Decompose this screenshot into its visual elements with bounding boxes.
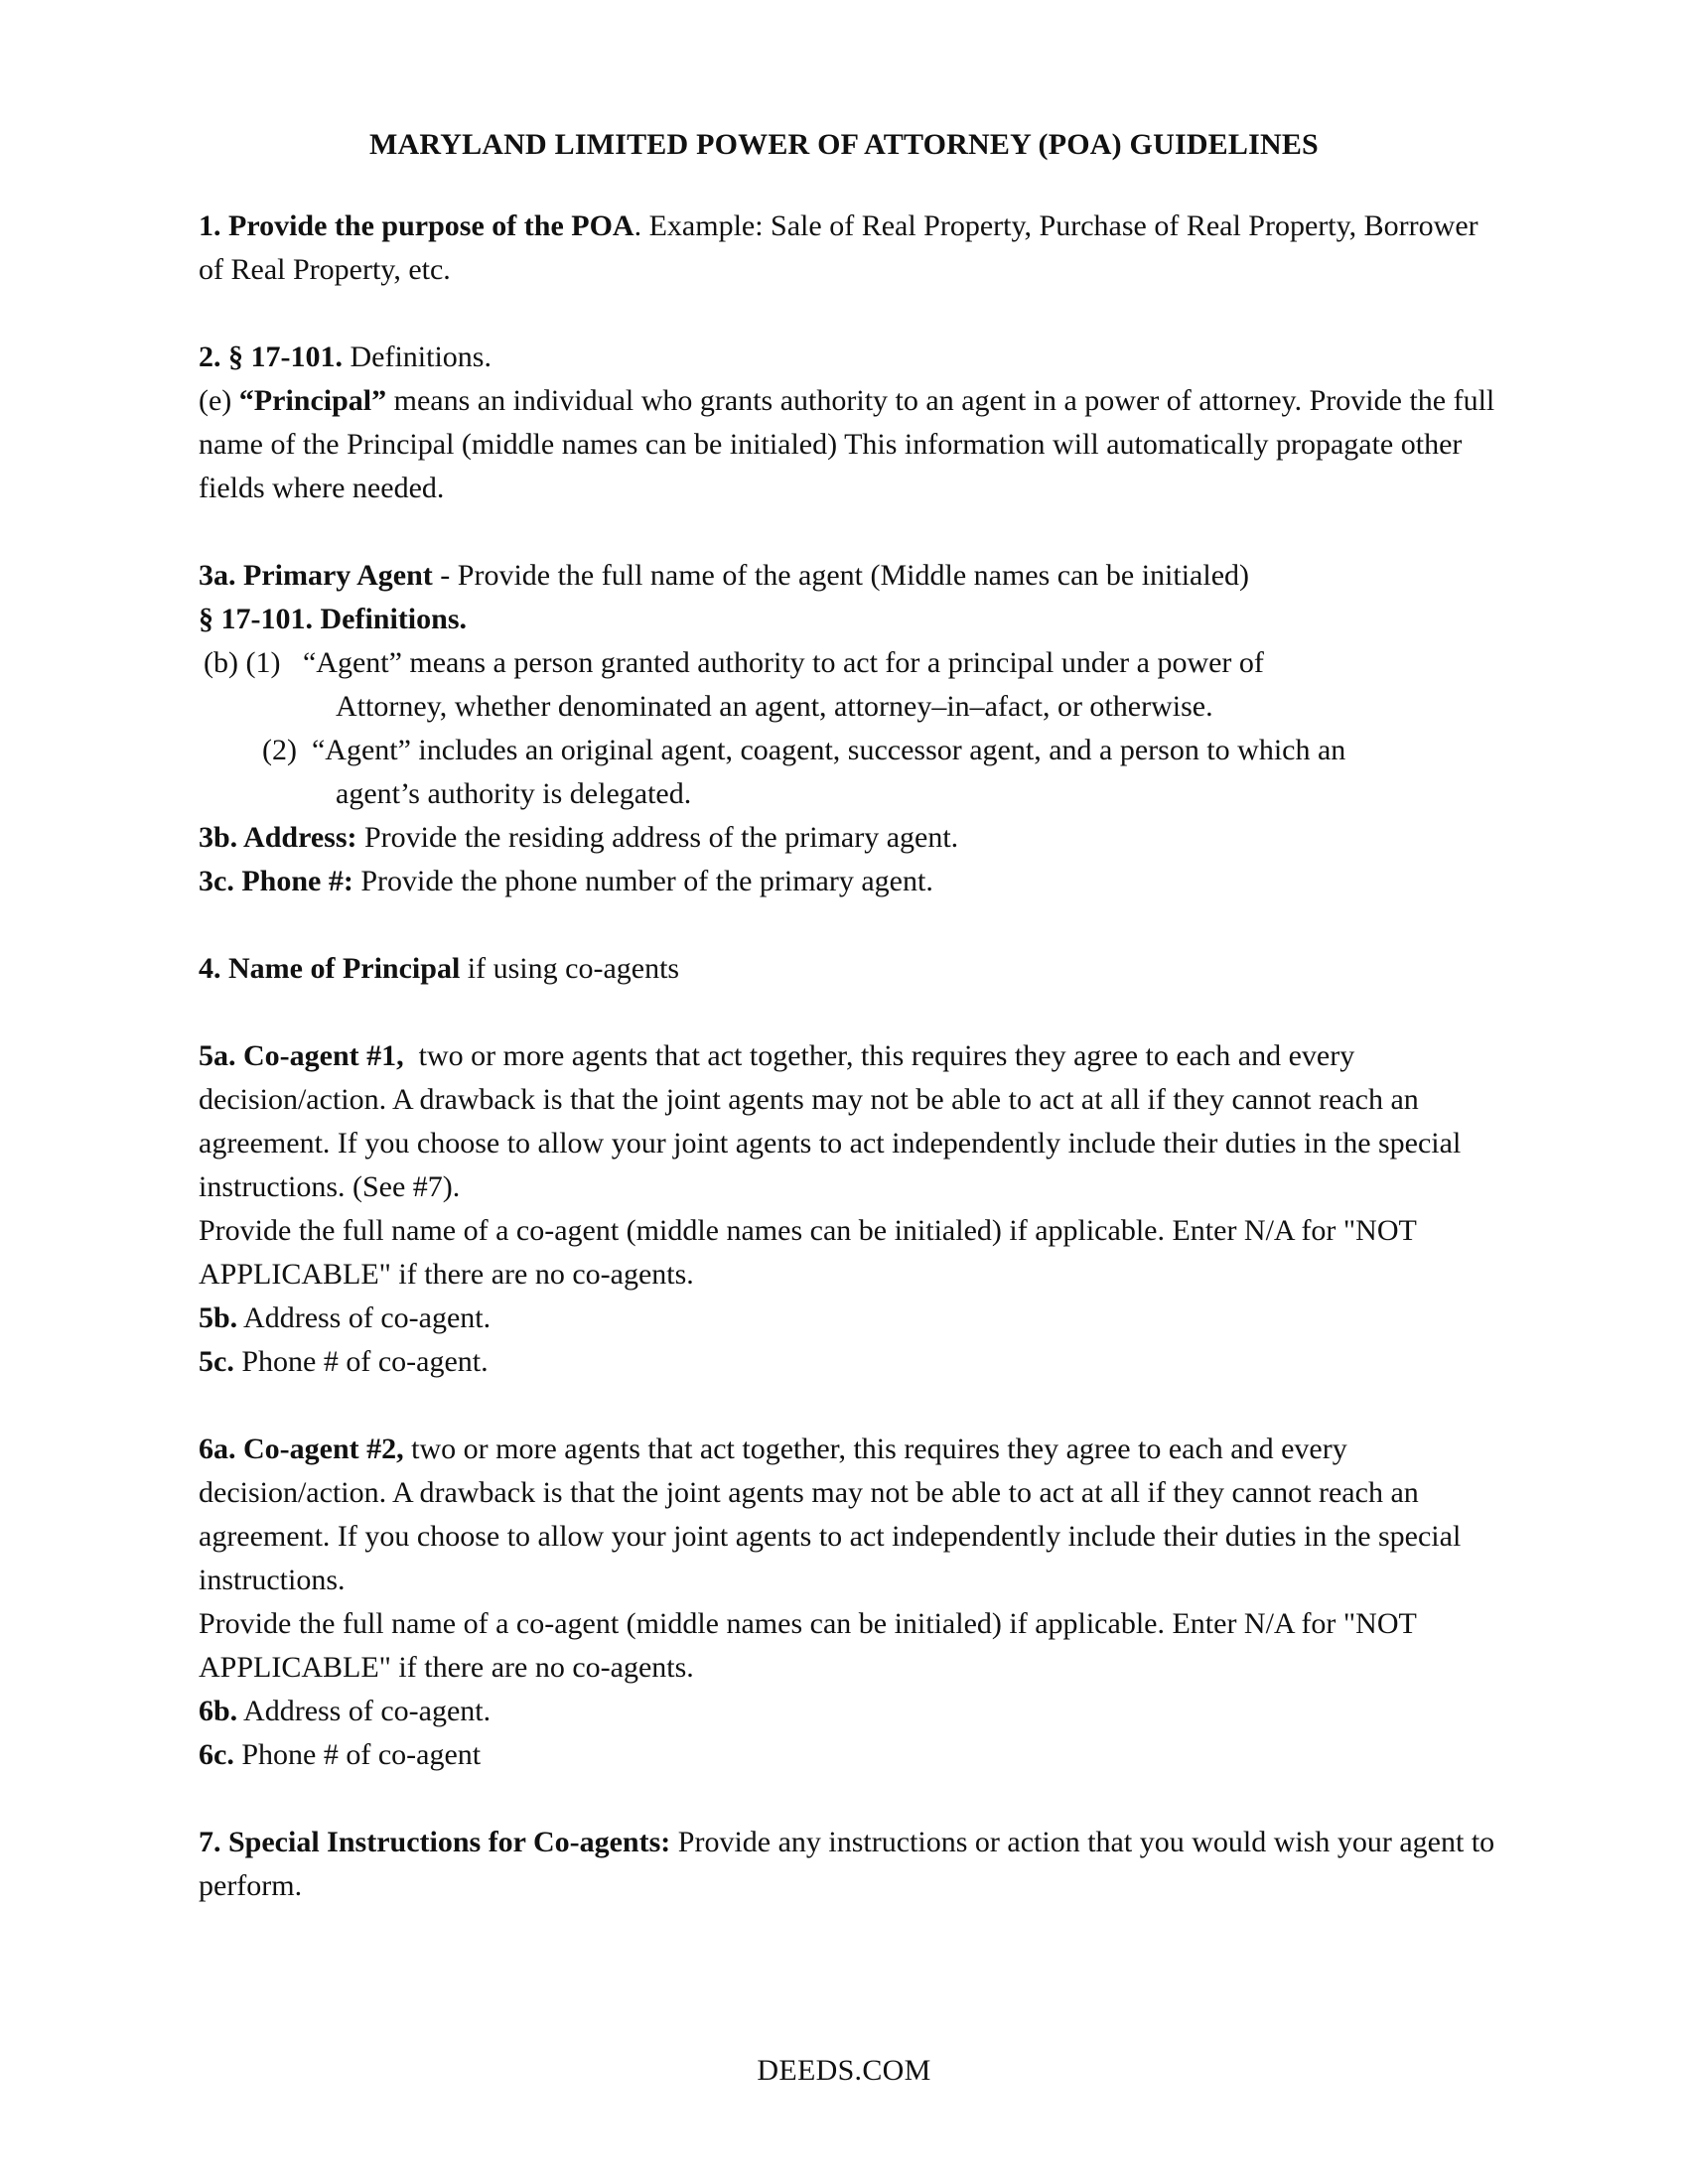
definition-e-prefix: (e)	[199, 384, 239, 417]
section-6b-address	[199, 1690, 1499, 1733]
section-1-purpose	[199, 205, 1499, 292]
section-6a-text: two or more agents that act together, this requires they agree to each and every decision/action. A drawback is that the joint agents may not be able to act at all if they cannot reach an agreement. If you choose to allow your joint agents to act independently include their duties in the special instructions.	[199, 1433, 1462, 1596]
section-5a-label: 5a. Co-agent #1,	[199, 1039, 404, 1072]
section-5b-label: 5b.	[199, 1301, 238, 1334]
footer-brand: DEEDS.COM	[757, 2054, 931, 2087]
section-3c-text: Provide the phone number of the primary agent.	[352, 865, 933, 897]
section-5a-instructions: Provide the full name of a co-agent (middle names can be initialed) if applicable. Enter N/A for "NOT APPLICABLE" if there are no co-agents.	[199, 1214, 1417, 1291]
definitions-heading	[199, 598, 1499, 641]
section-5b-text: Address of co-agent.	[237, 1301, 492, 1334]
section-6c-label: 6c.	[199, 1738, 234, 1771]
section-3b-address	[199, 816, 1499, 860]
definitions-heading-text: § 17-101. Definitions.	[199, 603, 467, 635]
section-7-label: 7. Special Instructions for Co-agents:	[199, 1826, 671, 1858]
section-2-text: Definitions.	[343, 341, 492, 373]
section-3c-label: 3c. Phone #:	[199, 865, 353, 897]
section-1-text: . Example: Sale of Real Property, Purchase of Real Property, Borrower of Real Property, etc.	[199, 209, 1478, 286]
section-5c-phone	[199, 1340, 1499, 1384]
section-7-text: Provide any instructions or action that you would wish your agent to perform.	[199, 1826, 1495, 1902]
section-6c-text: Phone # of co-agent	[233, 1738, 482, 1771]
section-2-heading	[199, 336, 1499, 379]
spacer	[199, 1777, 1499, 1821]
section-6a-instructions: Provide the full name of a co-agent (middle names can be initialed) if applicable. Enter N/A for "NOT APPLICABLE" if there are no co-agents.	[199, 1607, 1417, 1684]
section-2-label: 2. § 17-101.	[199, 341, 343, 373]
section-3a-primary-agent	[199, 554, 1499, 598]
principal-definition-text: means an individual who grants authority to an agent in a power of attorney. Provide the full name of the Principal (middle names can be initialed) This information will automatically propagate other fields where needed.	[199, 384, 1495, 504]
section-5b-address	[199, 1297, 1499, 1340]
section-2-principal-definition	[199, 379, 1499, 510]
section-5a-text: two or more agents that act together, this requires they agree to each and every decision/action. A drawback is that the joint agents may not be able to act at all if they cannot reach an agreement. If you choose to allow your joint agents to act independently include their duties in the special instructions. (See #7).	[199, 1039, 1469, 1203]
section-4-principal-name	[199, 947, 1499, 991]
spacer	[199, 510, 1499, 554]
spacer	[199, 1384, 1499, 1428]
definition-b1-line2: Attorney, whether denominated an agent, attorney–in–afact, or otherwise.	[336, 690, 1213, 723]
section-6b-label: 6b.	[199, 1695, 238, 1727]
definition-b1-line1: (b) (1) “Agent” means a person granted authority to act for a principal under a power of	[204, 646, 1264, 679]
spacer	[199, 991, 1499, 1034]
section-4-label: 4. Name of Principal	[199, 952, 461, 985]
document-title: MARYLAND LIMITED POWER OF ATTORNEY (POA) GUIDELINES	[369, 128, 1319, 161]
section-3c-phone	[199, 860, 1499, 903]
section-5c-text: Phone # of co-agent.	[233, 1345, 489, 1378]
guidelines-body	[199, 205, 1499, 1908]
spacer	[199, 292, 1499, 336]
definition-b2-line2: agent’s authority is delegated.	[336, 777, 692, 810]
definition-b2-line1: (2) “Agent” includes an original agent, coagent, successor agent, and a person to which an	[262, 734, 1346, 766]
section-3a-text: - Provide the full name of the agent (Middle names can be initialed)	[432, 559, 1250, 592]
principal-term: “Principal”	[238, 384, 387, 417]
section-5a-co-agent-1	[199, 1034, 1499, 1209]
section-7-special-instructions	[199, 1821, 1499, 1908]
section-6c-phone	[199, 1733, 1499, 1777]
section-4-text: if using co-agents	[460, 952, 680, 985]
section-6a-co-agent-2	[199, 1428, 1499, 1602]
section-3b-label: 3b. Address:	[199, 821, 357, 854]
section-6a-label: 6a. Co-agent #2,	[199, 1433, 404, 1465]
section-3a-label: 3a. Primary Agent	[199, 559, 433, 592]
section-5c-label: 5c.	[199, 1345, 234, 1378]
section-3b-text: Provide the residing address of the primary agent.	[356, 821, 959, 854]
spacer	[199, 903, 1499, 947]
section-6b-text: Address of co-agent.	[237, 1695, 492, 1727]
section-1-label: 1. Provide the purpose of the POA	[199, 209, 634, 242]
